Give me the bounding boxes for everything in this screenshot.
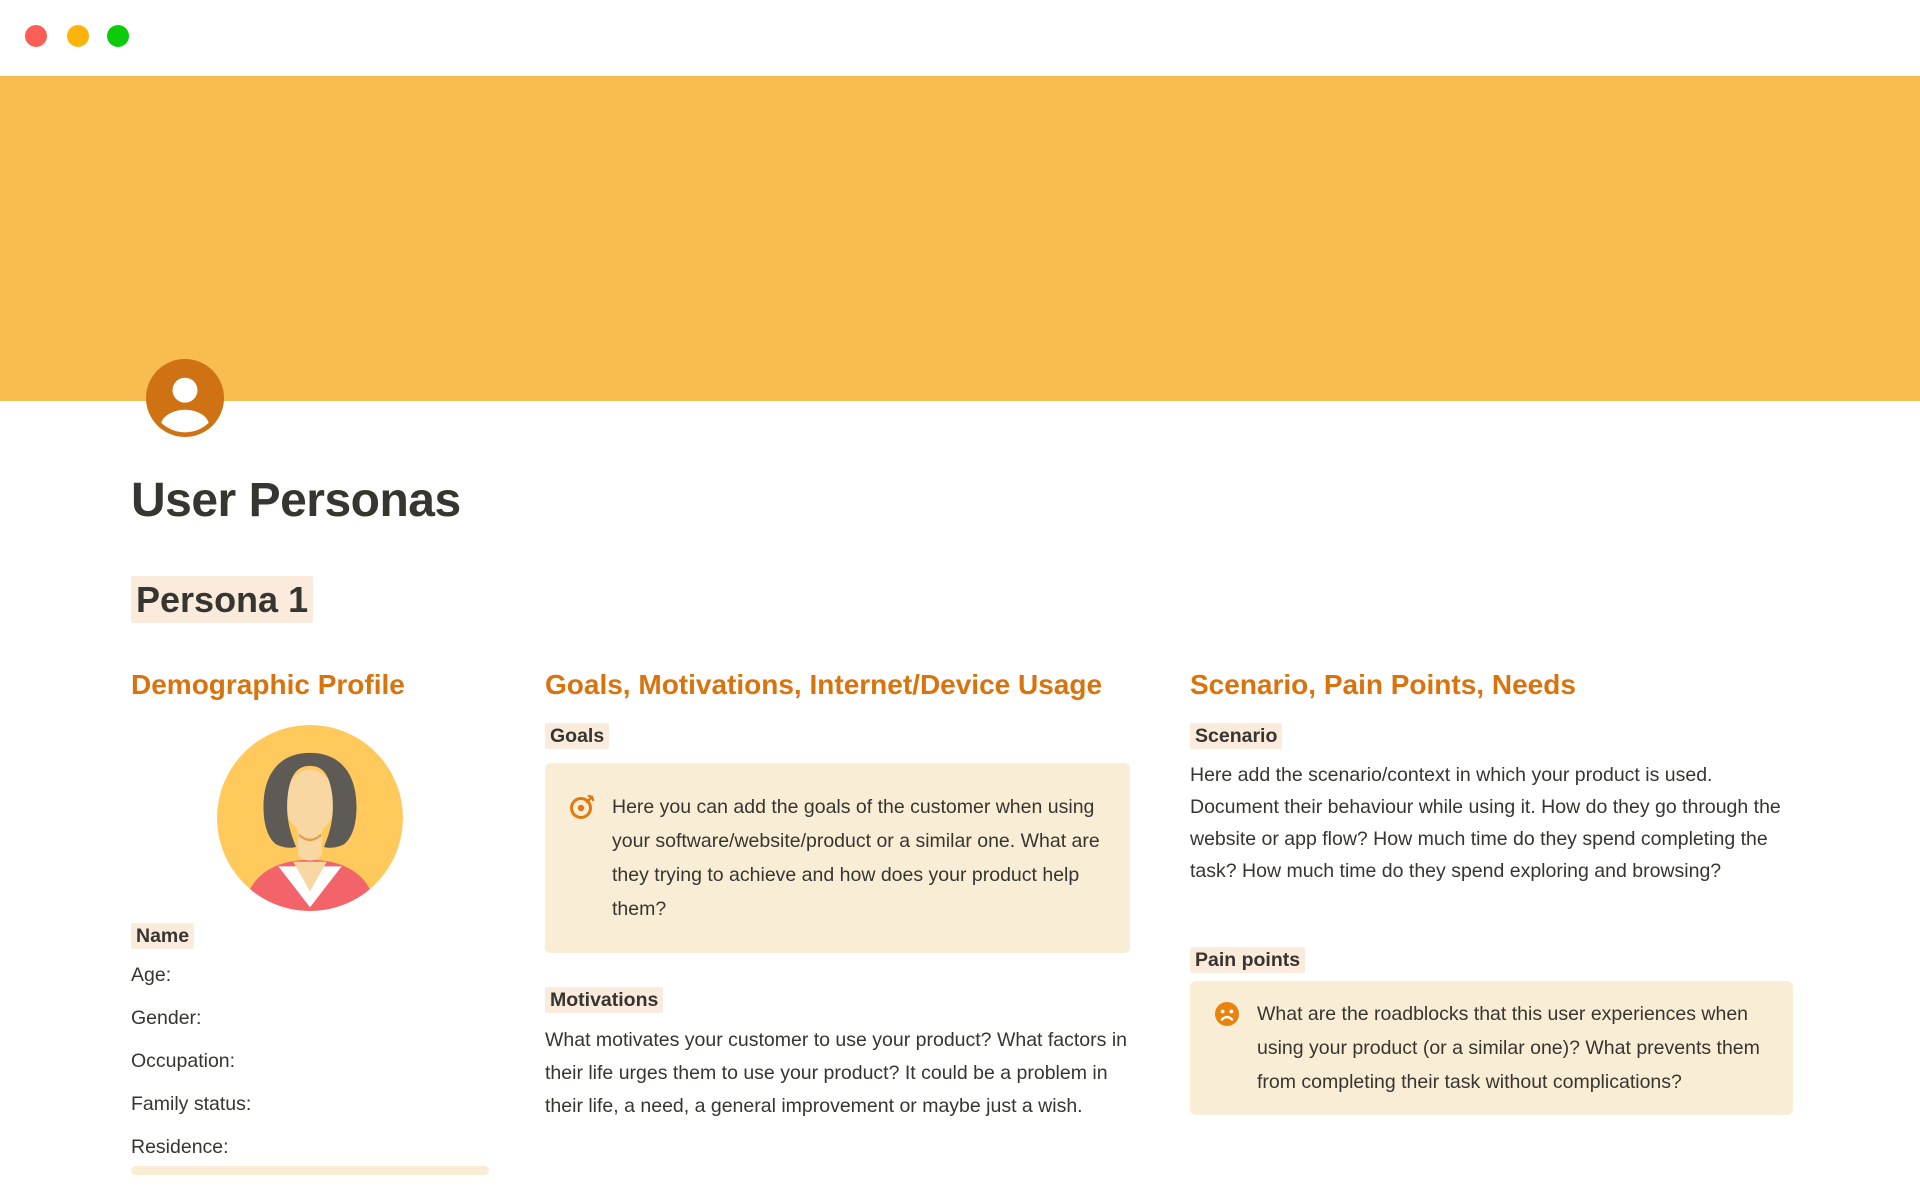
three-column-layout [131,667,1793,1175]
persona-avatar-image[interactable] [131,725,489,911]
window-titlebar [0,0,1920,76]
demographic-profile-heading[interactable]: Demographic Profile [131,669,405,700]
column-goals-motivations [545,667,1130,1175]
sad-face-icon[interactable] [1214,1001,1240,1027]
scenario-painpoints-heading[interactable]: Scenario, Pain Points, Needs [1190,669,1576,700]
motivations-label[interactable]: Motivations [545,987,1130,1013]
column-demographic-profile [131,667,489,1175]
zoom-window-button[interactable] [107,25,129,47]
page-cover[interactable] [0,76,1920,401]
gender-field[interactable]: Gender: [131,1007,202,1029]
goals-callout[interactable] [545,763,1130,953]
pain-points-callout[interactable] [1190,981,1793,1115]
page-body [0,473,1920,1175]
goals-motivations-heading[interactable]: Goals, Motivations, Internet/Device Usage [545,669,1103,700]
scenario-paragraph[interactable]: Here add the scenario/context in which your product is used. Document their behaviour while using it. How do they go through the website or app flow? How much time do they spend completing the task? How much time do they spend exploring and browsing? [1190,764,1781,882]
residence-field[interactable]: Residence: [131,1136,229,1158]
name-label[interactable]: Name [131,923,489,949]
family-status-field[interactable]: Family status: [131,1093,252,1115]
page-title[interactable]: User Personas [131,474,461,527]
cutoff-callout-block[interactable] [131,1166,489,1175]
motivations-paragraph[interactable]: What motivates your customer to use your product? What factors in their life urges them to use your product? It could be a problem in their life, a need, a general improvement or maybe just a wish. [545,1029,1127,1117]
column-scenario-painpoints [1190,667,1793,1175]
pain-points-label[interactable]: Pain points [1190,947,1793,973]
pain-points-callout-text[interactable]: What are the roadblocks that this user experiences when using your product (or a similar one)? What prevents them from completing their task without complications? [1257,1003,1760,1093]
goals-label[interactable]: Goals [545,723,1130,749]
minimize-window-button[interactable] [67,25,89,47]
age-field[interactable]: Age: [131,964,172,986]
persona-section-heading[interactable]: Persona 1 [131,576,313,623]
target-icon[interactable] [569,794,595,820]
goals-callout-text[interactable]: Here you can add the goals of the customer when using your software/website/product or a similar one. What are they trying to achieve and how does your product help them? [612,796,1100,920]
person-icon[interactable] [146,359,224,437]
close-window-button[interactable] [25,25,47,47]
scenario-label[interactable]: Scenario [1190,723,1793,749]
occupation-field[interactable]: Occupation: [131,1050,236,1072]
